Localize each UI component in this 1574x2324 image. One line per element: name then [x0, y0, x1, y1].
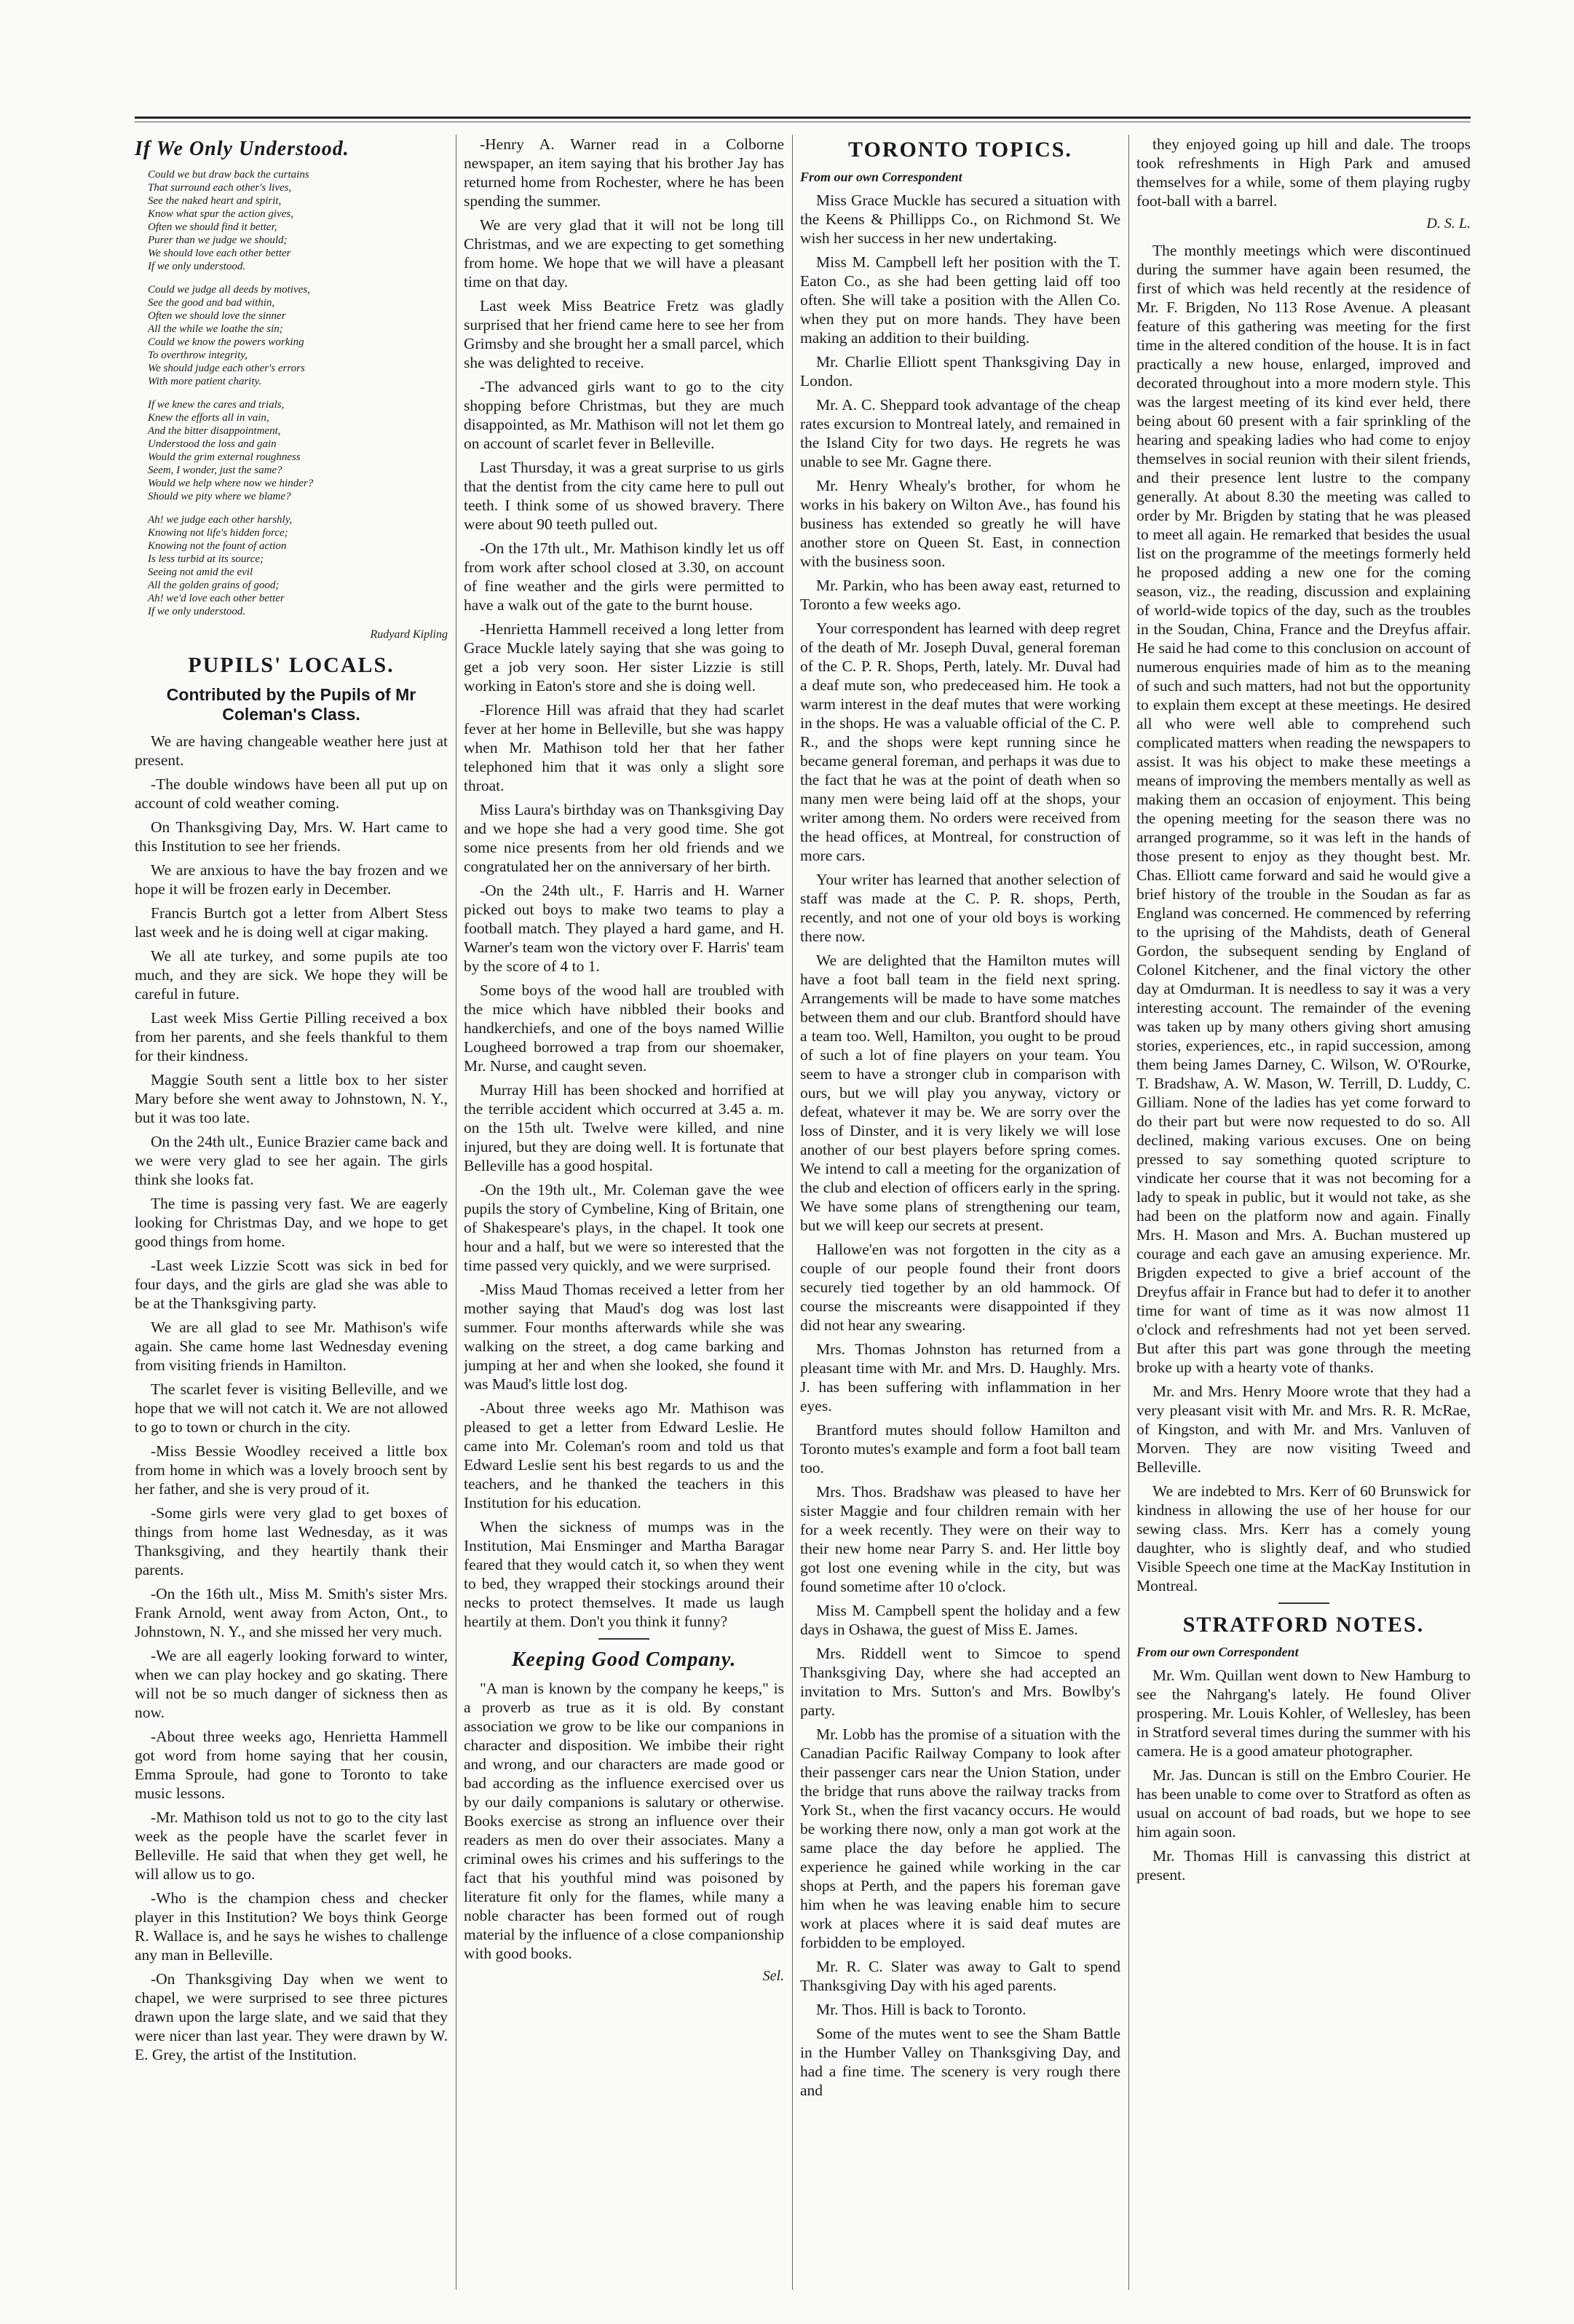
paragraph: Your correspondent has learned with deep regret of the death of Mr. Joseph Duval, general foreman of the C. P. R. Shops, Perth, lately. Mr. Duval had a deaf mute son, who predeceased him. He took a warm interest in the deaf mutes that were working in the shops. He was a valuable official of the C. P. R., and the shops were kept running since he became general foreman, and perhaps it was due to the fact that he was at the point of death when so many men were being laid off at the shops, your writer among them. No orders were received from the head offices, at Montreal, for construction of more cars.: [800, 620, 1120, 864]
masthead-rule: [135, 116, 1471, 119]
paragraph: We are indebted to Mrs. Kerr of 60 Brunswick for kindness in allowing the use of her house for our sewing class. Mrs. Kerr has a comely young daughter, who is slightly deaf, and who studied Visible Speech one time at the MacKay Institution in Montreal.: [1136, 1482, 1471, 1594]
paragraph: -Miss Bessie Woodley received a little box from home in which was a lovely brooch sent by her father, and she is very proud of it.: [135, 1442, 448, 1498]
section-title: STRATFORD NOTES.: [1182, 1613, 1425, 1637]
paragraph: Last Thursday, it was a great surprise to us girls that the dentist from the city came here to pull out teeth. I think some of us showed bravery. There were about 90 teeth pulled out.: [464, 459, 784, 533]
article-signature: Sel.: [762, 1968, 784, 1984]
paragraph: Mr. R. C. Slater was away to Galt to spend Thanksgiving Day with his aged parents.: [800, 1958, 1120, 1994]
paragraph: -On the 24th ult., F. Harris and H. Warner picked out boys to make two teams to play a football match. They played a hard game, and H. Warner's team won the victory over F. Harris' team by the score of 4 to 1.: [464, 882, 784, 975]
section-title: TORONTO TOPICS.: [848, 138, 1072, 162]
paragraph: Last week Miss Gertie Pilling received a box from her parents, and she feels thankful to them for their kindness.: [135, 1009, 448, 1064]
column-1: [135, 135, 448, 2290]
paragraph: Hallowe'en was not forgotten in the city as a couple of our people found their front doors securely tied together by an old hammock. Of course the miscreants were disappointed if they did not hear any swearing.: [800, 1241, 1120, 1334]
paragraph: The monthly meetings which were discontinued during the summer have again been resumed, the first of which was held recently at the residence of Mr. F. Brigden, No 113 Rose Avenue. A pleasant feature of this gathering was meeting for the first time in the altered condition of the house. It is in fact practically a new house, enlarged, improved and decorated throughout into a more modern style. This was the largest meeting of its kind ever held, there being about 60 present with a fair sprinkling of the hearing and speaking ladies who had come to enjoy themselves in social reunion with their silent friends, and their presence lent lustre to the company generally. At about 8.30 the meeting was called to order by Mr. Brigden by stating that he was pleased to meet all again. He remarked that besides the usual list on the programme of the meetings formerly held he proposed adding a new one for the coming season, viz., the reading, discussion and explaining of world-wide topics of the day, such as the troubles in the Soudan, China, France and the Dreyfus affair. He said he had come to this conclusion on account of numerous enquiries made of him as to the meaning of such and such matters, had not but the opportunity to explain them except at these meetings. He desired all who were well able to comprehend such complicated matters when reading the newspapers to assist. It was his object to make these meetings a means of improving the members mentally as well as making them an occasion of enjoyment. This being the opening meeting for the season there was no arranged programme, so it was left in the hands of those present to enjoy as they thought best. Mr. Chas. Elliott came forward and said he would give a brief history of the trouble in the Soudan as far as England was concerned. He commenced by referring to the uprising of the Mahdists, death of General Gordon, the subsequent sending by England of Colonel Kitchener, and the final victory the other day at Omdurman. It is needless to say it was a very interesting account. The remainder of the evening was taken up by many others giving short amusing stories, experiences, etc., in rapid succession, among them being James Darney, C. Wilson, W. O'Rourke, T. Bradshaw, A. W. Mason, W. Terrill, D. Luddy, C. Gilliam. None of the ladies has yet come forward to do their part but were now requested to do so. All declined, making various excuses. One on being pressed to say something quoted scripture to vindicate her course that it was not becoming for a lady to speak in public, but it would not take, as she had been on the platform now and again. Finally Mrs. H. Mason and Mrs. A. Buchan mustered up courage and each gave an amusing experience. Mr. Brigden expected to give a brief account of the Dreyfus affair in France but had to defer it to another time for want of time as it was now almost 11 o'clock and refreshments had not yet been served. But after this part was gone through the meeting broke up with a hearty vote of thanks.: [1136, 242, 1471, 1376]
paragraph: On Thanksgiving Day, Mrs. W. Hart came to this Institution to see her friends.: [135, 818, 448, 855]
paragraph: Miss Grace Muckle has secured a situation with the Keens & Phillipps Co., on Richmond St. We wish her success in her new undertaking.: [800, 191, 1120, 247]
paragraph: -Florence Hill was afraid that they had scarlet fever at her home in Belleville, but she was happy when Mr. Mathison told her that her father telephoned him that it was only a slight sore throat.: [464, 701, 784, 794]
paragraph: -On the 19th ult., Mr. Coleman gave the wee pupils the story of Cymbeline, King of Britain, one of Shakespeare's plays, in the chapel. It took one hour and a half, but we were so interested that the time passed very quickly, and we were surprised.: [464, 1181, 784, 1274]
column-rule: [792, 135, 793, 2290]
paragraph: Mrs. Thos. Bradshaw was pleased to have her sister Maggie and four children remain with her for a week recently. They were on their way to their new home near Parry S. and. Her little boy got lost one evening while in the city, but was found sometime after 10 o'clock.: [800, 1483, 1120, 1595]
paragraph: Maggie South sent a little box to her sister Mary before she went away to Johnstown, N. Y., but it was too late.: [135, 1071, 448, 1126]
paragraph: Some of the mutes went to see the Sham Battle in the Humber Valley on Thanksgiving Day, and had a fine time. The scenery is very rough there and: [800, 2025, 1120, 2099]
paragraph: Some boys of the wood hall are troubled with the mice which have nibbled their books and handkerchiefs, and one of the boys named Willie Lougheed borrowed a trap from our shoemaker, Mr. Nurse, and caught seven.: [464, 981, 784, 1075]
column-2: [464, 135, 784, 2290]
paragraph: Mr. Jas. Duncan is still on the Embro Courier. He has been unable to come over to Stratford as often as usual on account of bad roads, but we hope to see him again soon.: [1136, 1766, 1471, 1841]
article-body: [464, 1679, 784, 1963]
article-signature: D. S. L.: [1426, 216, 1471, 232]
poem-stanza: Ah! we judge each other harshly, Knowing not life's hidden force; Knowing not the fount of action Is less turbid at its source; Seeing not amid the evil All the golden grains of good; Ah! we'd love each other better If we only understood.: [148, 514, 293, 617]
article-body: [135, 732, 448, 2064]
paragraph: On the 24th ult., Eunice Brazier came back and we were very glad to see her again. The girls think she looks fat.: [135, 1133, 448, 1188]
paragraph: -Some girls were very glad to get boxes of things from home last Wednesday, as it was Thanksgiving, and they heartily thank their parents.: [135, 1504, 448, 1578]
paragraph: -Miss Maud Thomas received a letter from her mother saying that Maud's dog was lost last summer. Four months afterwards while she was walking on the street, a dog came barking and jumping at her and when she looked, she found it was Maud's little lost dog.: [464, 1281, 784, 1393]
paragraph: -The double windows have been all put up on account of cold weather coming.: [135, 775, 448, 812]
poem-author: Rudyard Kipling: [370, 628, 448, 641]
article-body: [1136, 241, 1471, 1595]
paragraph: -Last week Lizzie Scott was sick in bed for four days, and the girls are glad she was able to be at the Thanksgiving party.: [135, 1257, 448, 1312]
newspaper-page: [135, 135, 1471, 2290]
paragraph: Mrs. Thomas Johnston has returned from a pleasant time with Mr. and Mrs. D. Haughly. Mrs. J. has been suffering with inflammation in her eyes.: [800, 1340, 1120, 1415]
poem-title: If We Only Understood.: [135, 138, 349, 160]
paragraph: We are anxious to have the bay frozen and we hope it will be frozen early in December.: [135, 861, 448, 898]
correspondent-line: From our own Correspondent: [1136, 1645, 1299, 1659]
paragraph: -The advanced girls want to go to the city shopping before Christmas, but they are much disappointed, as Mr. Mathison will not let them go on account of scarlet fever in Belleville.: [464, 378, 784, 452]
poem-stanza: Could we judge all deeds by motives, See the good and bad within, Often we should love the sinner All the while we loathe the sin; Could we know the powers working To overthrow integrity, We should judge each other's errors With more patient charity.: [148, 284, 310, 387]
paragraph: Your writer has learned that another selection of staff was made at the C. P. R. shops, Perth, recently, and not one of your old boys is working there now.: [800, 871, 1120, 945]
paragraph: Mr. and Mrs. Henry Moore wrote that they had a very pleasant visit with Mr. and Mrs. R. R. McRae, of Kingston, and with Mr. and Mrs. Vanluven of Morven. They are now visiting Tweed and Belleville.: [1136, 1383, 1471, 1476]
paragraph: -On the 16th ult., Miss M. Smith's sister Mrs. Frank Arnold, went away from Acton, Ont., to Johnstown, N. Y., and she missed her very much.: [135, 1585, 448, 1640]
section-title: PUPILS' LOCALS.: [188, 653, 395, 677]
article-body: [1136, 1666, 1471, 1884]
paragraph: Murray Hill has been shocked and horrified at the terrible accident which occurred at 3.45 a. m. on the 15th ult. Twelve were killed, and nine injured, but they are doing well. It is fortunate that Belleville has a good hospital.: [464, 1081, 784, 1174]
article-body: [800, 191, 1120, 2100]
paragraph: -Henry A. Warner read in a Colborne newspaper, an item saying that his brother Jay has returned home from Rochester, where he has been spending the summer.: [464, 135, 784, 210]
column-4: [1136, 135, 1471, 2290]
paragraph: When the sickness of mumps was in the Institution, Mai Ensminger and Martha Baragar feared that they would catch it, so when they went to bed, they wrapped their stockings around their necks to protect themselves. It made us laugh heartily at them. Don't you think it funny?: [464, 1518, 784, 1630]
paragraph: Mr. Charlie Elliott spent Thanksgiving Day in London.: [800, 353, 1120, 390]
paragraph: -About three weeks ago, Henrietta Hammell got word from home saying that her cousin, Emma Sproule, had gone to Toronto to take music lessons.: [135, 1728, 448, 1802]
paragraph: -We are all eagerly looking forward to winter, when we can play hockey and go skating. There will not be so much danger of sickness then as now.: [135, 1647, 448, 1721]
article-body: [464, 135, 784, 1631]
paragraph: We are very glad that it will not be long till Christmas, and we are expecting to get something from home. We hope that we will have a pleasant time on that day.: [464, 216, 784, 290]
column-rule: [1128, 135, 1129, 2290]
paragraph: We are having changeable weather here just at present.: [135, 732, 448, 769]
paragraph: Mr. Wm. Quillan went down to New Hamburg to see the Nahrgang's lately. He found Oliver prospering. Mr. Louis Kohler, of Wellesley, has been in Stratford several times during the summer with his camera. He is a good amateur photographer.: [1136, 1667, 1471, 1760]
divider: [1278, 1602, 1329, 1604]
paragraph: -Henrietta Hammell received a long letter from Grace Muckle lately saying that she was going to get a job very soon. Her sister Lizzie is still working in Eaton's store and she is doing well.: [464, 620, 784, 695]
poem-stanza: If we knew the cares and trials, Knew the efforts all in vain, And the bitter disappointment, Understood the loss and gain Would the grim external roughness Seem, I wonder, just the same? Would we help where now we hinder? Should we pity where we blame?: [148, 399, 314, 502]
paragraph: Miss M. Campbell left her position with the T. Eaton Co., as she had been getting laid off too often. She will take a position with the Allen Co. when they put on more hands. They have been making an addition to their building.: [800, 253, 1120, 347]
paragraph: Mr. Henry Whealy's brother, for whom he works in his bakery on Wilton Ave., has found his business has extended so greatly he will have another store on Queen St. East, in connection with the business soon.: [800, 477, 1120, 570]
paragraph: Mr. Lobb has the promise of a situation with the Canadian Pacific Railway Company to look after their passenger cars near the Union Station, under the bridge that runs above the railway tracks from York St., when the first vacancy occurs. He would be working there now, only a man got work at the same place the day before he applied. The experience he gained while working in the car shops at Perth, and the papers his foreman gave him when he was leaving enable him to secure work at places where it is said deaf mutes are forbidden to be employed.: [800, 1726, 1120, 1951]
column-3: [800, 135, 1120, 2290]
paragraph: Mr. Thos. Hill is back to Toronto.: [816, 2001, 1027, 2018]
paragraph: Mrs. Riddell went to Simcoe to spend Thanksgiving Day, where she had accepted an invitation to Mrs. Sutton's and Mrs. Bowlby's party.: [800, 1645, 1120, 1719]
paragraph: Miss M. Campbell spent the holiday and a few days in Oshawa, the guest of Miss E. James.: [800, 1602, 1120, 1638]
paragraph: "A man is known by the company he keeps," is a proverb as true as it is old. By constant association we grow to be like our companions in character and disposition. We imbibe their right and wrong, and our characters are made good or bad according as the influence exercised over us by our daily companions is salutary or otherwise. Books exercise as strong an influence over their readers as men do over their associates. Many a criminal owes his crimes and his sufferings to the fact that his youthful mind was poisoned by literature fit only for the flames, while many a noble character has been formed out of rough material by the influence of a close companionship with good books.: [464, 1680, 784, 1962]
paragraph: -On Thanksgiving Day when we went to chapel, we were surprised to see three pictures drawn upon the large slate, and we said that they were nicer than last year. They were drawn by W. E. Grey, the artist of the Institution.: [135, 1970, 448, 2063]
paragraph: -About three weeks ago Mr. Mathison was pleased to get a letter from Edward Leslie. He came into Mr. Coleman's room and told us that Edward Leslie sent his best regards to us and the teachers, and he thanked the teachers in this Institution for his education.: [464, 1399, 784, 1511]
paragraph: We are delighted that the Hamilton mutes will have a foot ball team in the field next spring. Arrangements will be made to have some matches between them and our club. Brantford should have a team too. Well, Hamilton, you ought to be proud of such a lot of fine players on your team. You seem to have a stronger club in comparison with ours, but we will play you anyway, victory or defeat, whatever it may be. We are sorry over the loss of Dinster, and it is very likely we will lose another of our best players before spring comes. We intend to call a meeting for the organization of the club and election of officers early in the spring. We have some plans of strengthening our team, but we will keep our secrets at present.: [800, 952, 1120, 1234]
paragraph: We all ate turkey, and some pupils ate too much, and they are sick. We hope they will be careful in future.: [135, 947, 448, 1003]
paragraph: -Mr. Mathison told us not to go to the city last week as the people have the scarlet fever in Belleville. He said that when they get well, he will allow us to go.: [135, 1809, 448, 1883]
paragraph: they enjoyed going up hill and dale. The troops took refreshments in High Park and amused themselves for a while, some of them playing rugby foot-ball with a barrel.: [1136, 135, 1471, 210]
section-title: Keeping Good Company.: [511, 1648, 737, 1671]
paragraph: Brantford mutes should follow Hamilton and Toronto mutes's example and form a foot ball team too.: [800, 1421, 1120, 1477]
paragraph: Last week Miss Beatrice Fretz was gladly surprised that her friend came here to see her from Grimsby and she brought her a small parcel, which she was delighted to receive.: [464, 297, 784, 371]
paragraph: The scarlet fever is visiting Belleville, and we hope that we will not catch it. We are not allowed to go to town or church in the city.: [135, 1380, 448, 1436]
paragraph: -On the 17th ult., Mr. Mathison kindly let us off from work after school closed at 3.30, on account of fine weather and the girls were permitted to have a walk out of the gate to the burnt house.: [464, 540, 784, 614]
poem-stanza: Could we but draw back the curtains That surround each other's lives, See the naked heart and spirit, Know what spur the action gives, Often we should find it better, Purer than we judge we should; We should love each other better If we only understood.: [148, 169, 309, 272]
paragraph: Mr. A. C. Sheppard took advantage of the cheap rates excursion to Montreal lately, and remained in the Island City for two days. He regrets he was unable to see Mr. Gagne there.: [800, 396, 1120, 470]
correspondent-line: From our own Correspondent: [800, 170, 962, 184]
article-body: [1136, 135, 1471, 210]
paragraph: We are all glad to see Mr. Mathison's wife again. She came home last Wednesday evening from visiting friends in Hamilton.: [135, 1319, 448, 1374]
paragraph: -Who is the champion chess and checker player in this Institution? We boys think George R. Wallace is, and he says he wishes to challenge any man in Belleville.: [135, 1889, 448, 1964]
paragraph: The time is passing very fast. We are eagerly looking for Christmas Day, and we hope to get good things from home.: [135, 1195, 448, 1250]
divider: [598, 1638, 649, 1640]
paragraph: Mr. Parkin, who has been away east, returned to Toronto a few weeks ago.: [800, 577, 1120, 613]
paragraph: Mr. Thomas Hill is canvassing this district at present.: [1136, 1847, 1471, 1884]
section-subtitle: Contributed by the Pupils of Mr Coleman's Class.: [166, 685, 416, 724]
paragraph: Miss Laura's birthday was on Thanksgiving Day and we hope she had a very good time. She got some nice presents from her old friends and we congratulated her on the anniversary of her birth.: [464, 801, 784, 875]
paragraph: Francis Burtch got a letter from Albert Stess last week and he is doing well at cigar making.: [135, 904, 448, 941]
